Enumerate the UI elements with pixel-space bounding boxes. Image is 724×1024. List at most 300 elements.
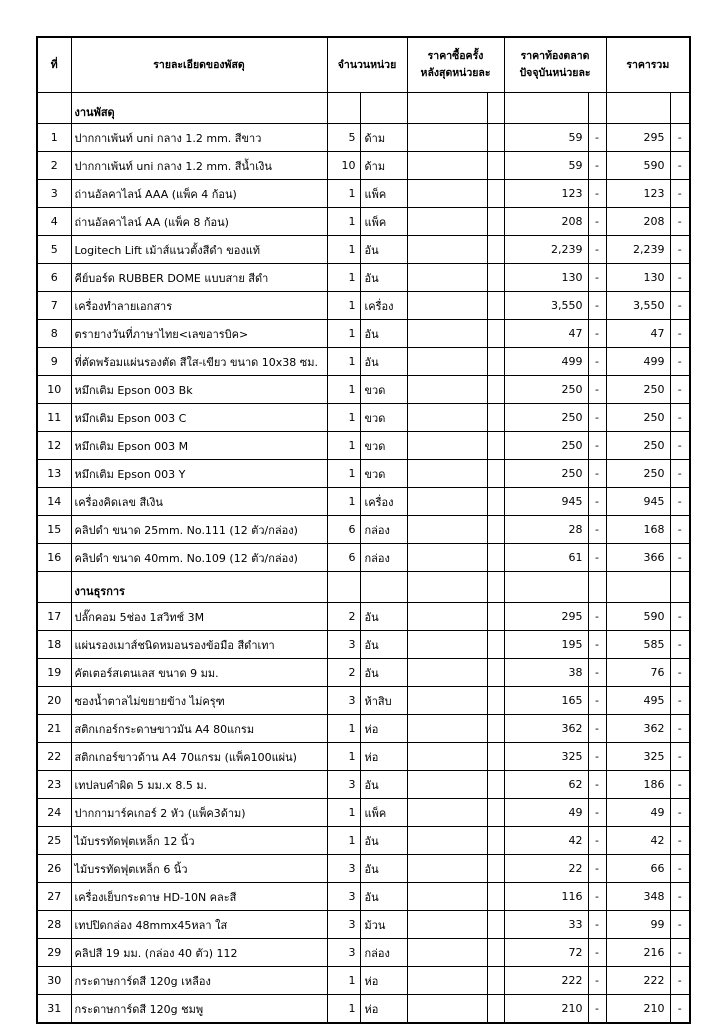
item-number: 6 <box>37 264 71 292</box>
item-last-price-suffix <box>487 967 504 995</box>
item-unit: แพ็ค <box>360 180 407 208</box>
item-unit: อัน <box>360 883 407 911</box>
item-quantity: 1 <box>327 995 360 1024</box>
section-last-price-cell <box>407 572 487 603</box>
item-last-price <box>407 404 487 432</box>
item-last-price <box>407 432 487 460</box>
item-number: 1 <box>37 124 71 152</box>
item-unit: อัน <box>360 264 407 292</box>
item-last-price-suffix <box>487 911 504 939</box>
section-market-price-cell <box>504 93 588 124</box>
item-market-price-dash: - <box>588 376 606 404</box>
header-market-price-line2: ปัจจุบันหน่วยละ <box>519 67 591 79</box>
item-description: เทปปิดกล่อง 48mmx45หลา ใส <box>71 911 327 939</box>
item-number: 3 <box>37 180 71 208</box>
item-last-price <box>407 544 487 572</box>
item-unit: เครื่อง <box>360 488 407 516</box>
item-market-price: 208 <box>504 208 588 236</box>
section-unit-cell <box>360 572 407 603</box>
table-row <box>37 124 690 152</box>
item-number: 2 <box>37 152 71 180</box>
item-total-dash: - <box>670 939 690 967</box>
item-total: 295 <box>606 124 670 152</box>
item-description: กระดาษการ์ดสี 120g ชมพู <box>71 995 327 1024</box>
table-row <box>37 631 690 659</box>
item-quantity: 3 <box>327 883 360 911</box>
section-last-price-dash-cell <box>487 93 504 124</box>
item-description: หมึกเติม Epson 003 C <box>71 404 327 432</box>
item-last-price-suffix <box>487 715 504 743</box>
section-market-dash-cell <box>588 572 606 603</box>
item-total: 222 <box>606 967 670 995</box>
section-market-dash-cell <box>588 93 606 124</box>
item-market-price: 499 <box>504 348 588 376</box>
item-number: 20 <box>37 687 71 715</box>
item-market-price-dash: - <box>588 236 606 264</box>
item-total-dash: - <box>670 264 690 292</box>
item-total-dash: - <box>670 432 690 460</box>
price-list-table <box>36 36 691 1024</box>
item-number: 12 <box>37 432 71 460</box>
item-number: 9 <box>37 348 71 376</box>
item-description: เครื่องทำลายเอกสาร <box>71 292 327 320</box>
item-last-price-suffix <box>487 264 504 292</box>
item-market-price-dash: - <box>588 743 606 771</box>
item-total-dash: - <box>670 376 690 404</box>
item-last-price-suffix <box>487 743 504 771</box>
item-total-dash: - <box>670 236 690 264</box>
item-market-price-dash: - <box>588 659 606 687</box>
item-market-price: 130 <box>504 264 588 292</box>
item-total-dash: - <box>670 180 690 208</box>
item-description: ปากกาเพ้นท์ uni กลาง 1.2 mm. สีขาว <box>71 124 327 152</box>
item-total-dash: - <box>670 516 690 544</box>
table-row <box>37 603 690 631</box>
section-header-row <box>37 572 690 603</box>
item-market-price: 250 <box>504 376 588 404</box>
table-row <box>37 348 690 376</box>
item-number: 19 <box>37 659 71 687</box>
item-last-price-suffix <box>487 236 504 264</box>
item-quantity: 1 <box>327 799 360 827</box>
table-row <box>37 659 690 687</box>
table-header-row <box>37 37 690 93</box>
table-row <box>37 152 690 180</box>
item-description: ที่ตัดพร้อมแผ่นรองตัด สีใส-เขียว ขนาด 10x38 ซม. <box>71 348 327 376</box>
section-total-cell <box>606 93 670 124</box>
table-row <box>37 967 690 995</box>
item-last-price <box>407 967 487 995</box>
section-total-dash-cell <box>670 93 690 124</box>
item-last-price <box>407 348 487 376</box>
table-row <box>37 544 690 572</box>
item-number: 28 <box>37 911 71 939</box>
item-number: 8 <box>37 320 71 348</box>
item-last-price <box>407 180 487 208</box>
item-description: ซองน้ำตาลไม่ขยายข้าง ไม่ครุฑ <box>71 687 327 715</box>
item-number: 23 <box>37 771 71 799</box>
item-unit: ห้าสิบ <box>360 687 407 715</box>
item-market-price-dash: - <box>588 715 606 743</box>
header-quantity: จำนวนหน่วย <box>327 37 407 93</box>
item-last-price-suffix <box>487 544 504 572</box>
item-unit: อัน <box>360 320 407 348</box>
item-quantity: 3 <box>327 855 360 883</box>
item-market-price-dash: - <box>588 939 606 967</box>
item-total: 47 <box>606 320 670 348</box>
item-total: 495 <box>606 687 670 715</box>
item-market-price-dash: - <box>588 264 606 292</box>
item-unit: ขวด <box>360 460 407 488</box>
item-last-price <box>407 292 487 320</box>
item-description: เทปลบคำผิด 5 มม.x 8.5 ม. <box>71 771 327 799</box>
item-market-price-dash: - <box>588 883 606 911</box>
table-row <box>37 771 690 799</box>
item-last-price <box>407 488 487 516</box>
header-last-price-line1: ราคาซื้อครั้ง <box>427 50 484 62</box>
item-last-price <box>407 799 487 827</box>
table-row <box>37 208 690 236</box>
item-quantity: 3 <box>327 687 360 715</box>
item-last-price-suffix <box>487 995 504 1024</box>
item-unit: อัน <box>360 771 407 799</box>
item-market-price-dash: - <box>588 603 606 631</box>
item-quantity: 10 <box>327 152 360 180</box>
item-market-price-dash: - <box>588 799 606 827</box>
table-row <box>37 715 690 743</box>
item-quantity: 1 <box>327 236 360 264</box>
item-last-price-suffix <box>487 939 504 967</box>
header-last-purchase-price <box>407 37 504 93</box>
item-unit: ด้าม <box>360 124 407 152</box>
header-total: ราคารวม <box>606 37 690 93</box>
item-unit: แพ็ค <box>360 208 407 236</box>
item-market-price-dash: - <box>588 348 606 376</box>
item-market-price-dash: - <box>588 995 606 1024</box>
item-total-dash: - <box>670 743 690 771</box>
item-market-price-dash: - <box>588 827 606 855</box>
item-total: 168 <box>606 516 670 544</box>
item-market-price-dash: - <box>588 180 606 208</box>
table-row <box>37 460 690 488</box>
item-number: 5 <box>37 236 71 264</box>
item-unit: กล่อง <box>360 516 407 544</box>
item-last-price <box>407 320 487 348</box>
item-total: 945 <box>606 488 670 516</box>
item-unit: กล่อง <box>360 939 407 967</box>
item-unit: ห่อ <box>360 995 407 1024</box>
item-quantity: 3 <box>327 939 360 967</box>
table-row <box>37 180 690 208</box>
item-number: 7 <box>37 292 71 320</box>
item-last-price <box>407 124 487 152</box>
item-number: 26 <box>37 855 71 883</box>
item-quantity: 1 <box>327 348 360 376</box>
item-total-dash: - <box>670 348 690 376</box>
item-market-price-dash: - <box>588 516 606 544</box>
item-market-price: 59 <box>504 124 588 152</box>
item-unit: อัน <box>360 603 407 631</box>
item-number: 11 <box>37 404 71 432</box>
section-header-row <box>37 93 690 124</box>
item-description: คีย์บอร์ด RUBBER DOME แบบสาย สีดำ <box>71 264 327 292</box>
item-market-price-dash: - <box>588 687 606 715</box>
item-total: 250 <box>606 376 670 404</box>
item-total: 130 <box>606 264 670 292</box>
item-description: หมึกเติม Epson 003 Bk <box>71 376 327 404</box>
table-row <box>37 236 690 264</box>
item-number: 10 <box>37 376 71 404</box>
item-quantity: 1 <box>327 460 360 488</box>
item-total-dash: - <box>670 152 690 180</box>
item-last-price-suffix <box>487 404 504 432</box>
item-last-price <box>407 264 487 292</box>
item-market-price: 59 <box>504 152 588 180</box>
item-quantity: 1 <box>327 827 360 855</box>
item-number: 14 <box>37 488 71 516</box>
item-last-price <box>407 208 487 236</box>
item-total: 216 <box>606 939 670 967</box>
item-market-price-dash: - <box>588 152 606 180</box>
section-unit-cell <box>360 93 407 124</box>
item-last-price-suffix <box>487 348 504 376</box>
item-last-price-suffix <box>487 516 504 544</box>
item-total: 250 <box>606 460 670 488</box>
item-total-dash: - <box>670 967 690 995</box>
item-unit: แพ็ค <box>360 799 407 827</box>
item-unit: ขวด <box>360 376 407 404</box>
item-number: 25 <box>37 827 71 855</box>
item-number: 4 <box>37 208 71 236</box>
item-last-price <box>407 659 487 687</box>
item-last-price-suffix <box>487 771 504 799</box>
item-number: 13 <box>37 460 71 488</box>
item-last-price-suffix <box>487 124 504 152</box>
header-description: รายละเอียดของพัสดุ <box>71 37 327 93</box>
item-description: คัตเตอร์สเตนเลส ขนาด 9 มม. <box>71 659 327 687</box>
item-last-price <box>407 995 487 1024</box>
item-market-price: 210 <box>504 995 588 1024</box>
item-total: 123 <box>606 180 670 208</box>
item-market-price-dash: - <box>588 631 606 659</box>
item-description: แผ่นรองเมาส์ชนิดหมอนรองข้อมือ สีดำเทา <box>71 631 327 659</box>
item-number: 31 <box>37 995 71 1024</box>
item-number: 30 <box>37 967 71 995</box>
item-description: ไม้บรรทัดฟุตเหล็ก 6 นิ้ว <box>71 855 327 883</box>
item-total-dash: - <box>670 208 690 236</box>
item-total-dash: - <box>670 404 690 432</box>
table-row <box>37 827 690 855</box>
item-unit: อัน <box>360 236 407 264</box>
item-last-price-suffix <box>487 603 504 631</box>
item-quantity: 2 <box>327 603 360 631</box>
item-unit: ห่อ <box>360 967 407 995</box>
item-market-price-dash: - <box>588 404 606 432</box>
item-market-price: 116 <box>504 883 588 911</box>
item-number: 16 <box>37 544 71 572</box>
item-description: ปลั๊กคอม 5ช่อง 1สวิทช์ 3M <box>71 603 327 631</box>
item-last-price <box>407 236 487 264</box>
table-row <box>37 376 690 404</box>
item-market-price: 47 <box>504 320 588 348</box>
item-last-price-suffix <box>487 659 504 687</box>
item-market-price: 38 <box>504 659 588 687</box>
section-last-price-dash-cell <box>487 572 504 603</box>
item-last-price-suffix <box>487 827 504 855</box>
table-body <box>37 93 690 1024</box>
item-total: 325 <box>606 743 670 771</box>
item-number: 17 <box>37 603 71 631</box>
item-total-dash: - <box>670 460 690 488</box>
item-market-price: 2,239 <box>504 236 588 264</box>
item-quantity: 6 <box>327 544 360 572</box>
item-market-price: 250 <box>504 460 588 488</box>
table-row <box>37 264 690 292</box>
item-unit: อัน <box>360 631 407 659</box>
item-market-price-dash: - <box>588 771 606 799</box>
item-last-price <box>407 855 487 883</box>
item-quantity: 1 <box>327 292 360 320</box>
item-total-dash: - <box>670 544 690 572</box>
item-market-price: 42 <box>504 827 588 855</box>
item-market-price: 195 <box>504 631 588 659</box>
section-qty-cell <box>327 572 360 603</box>
item-market-price: 3,550 <box>504 292 588 320</box>
item-number: 21 <box>37 715 71 743</box>
item-unit: ขวด <box>360 404 407 432</box>
item-number: 29 <box>37 939 71 967</box>
table-row <box>37 911 690 939</box>
item-number: 22 <box>37 743 71 771</box>
item-quantity: 1 <box>327 376 360 404</box>
item-last-price <box>407 715 487 743</box>
table-row <box>37 799 690 827</box>
item-description: ปากกาเพ้นท์ uni กลาง 1.2 mm. สีน้ำเงิน <box>71 152 327 180</box>
item-market-price-dash: - <box>588 855 606 883</box>
section-title: งานพัสดุ <box>71 93 327 124</box>
item-quantity: 1 <box>327 264 360 292</box>
item-unit: ด้าม <box>360 152 407 180</box>
item-last-price <box>407 152 487 180</box>
item-total-dash: - <box>670 799 690 827</box>
item-market-price-dash: - <box>588 432 606 460</box>
item-total-dash: - <box>670 771 690 799</box>
item-total-dash: - <box>670 827 690 855</box>
item-total: 2,239 <box>606 236 670 264</box>
item-quantity: 1 <box>327 404 360 432</box>
item-total-dash: - <box>670 911 690 939</box>
item-last-price-suffix <box>487 208 504 236</box>
item-market-price: 295 <box>504 603 588 631</box>
item-market-price-dash: - <box>588 544 606 572</box>
item-quantity: 1 <box>327 488 360 516</box>
item-unit: เครื่อง <box>360 292 407 320</box>
item-total-dash: - <box>670 124 690 152</box>
item-market-price: 222 <box>504 967 588 995</box>
table-row <box>37 939 690 967</box>
item-total-dash: - <box>670 715 690 743</box>
item-last-price-suffix <box>487 855 504 883</box>
item-unit: อัน <box>360 348 407 376</box>
item-total: 250 <box>606 404 670 432</box>
item-description: ไม้บรรทัดฟุตเหล็ก 12 นิ้ว <box>71 827 327 855</box>
item-market-price-dash: - <box>588 967 606 995</box>
item-quantity: 1 <box>327 180 360 208</box>
item-last-price <box>407 939 487 967</box>
section-no-cell <box>37 572 71 603</box>
item-unit: ม้วน <box>360 911 407 939</box>
header-no: ที่ <box>37 37 71 93</box>
item-unit: อัน <box>360 855 407 883</box>
item-last-price <box>407 516 487 544</box>
item-description: ถ่านอัลคาไลน์ AAA (แพ็ค 4 ก้อน) <box>71 180 327 208</box>
item-description: เครื่องคิดเลข สีเงิน <box>71 488 327 516</box>
item-market-price: 49 <box>504 799 588 827</box>
table-row <box>37 516 690 544</box>
item-total-dash: - <box>670 995 690 1024</box>
item-description: สติกเกอร์ขาวด้าน A4 70แกรม (แพ็ค100แผ่น) <box>71 743 327 771</box>
item-last-price <box>407 911 487 939</box>
item-quantity: 3 <box>327 771 360 799</box>
section-qty-cell <box>327 93 360 124</box>
item-description: หมึกเติม Epson 003 Y <box>71 460 327 488</box>
item-last-price <box>407 743 487 771</box>
item-last-price-suffix <box>487 799 504 827</box>
item-total: 366 <box>606 544 670 572</box>
item-market-price: 28 <box>504 516 588 544</box>
item-quantity: 1 <box>327 208 360 236</box>
table-row <box>37 488 690 516</box>
item-quantity: 1 <box>327 320 360 348</box>
item-number: 24 <box>37 799 71 827</box>
item-total: 250 <box>606 432 670 460</box>
item-market-price: 325 <box>504 743 588 771</box>
item-last-price-suffix <box>487 432 504 460</box>
item-total-dash: - <box>670 855 690 883</box>
item-number: 27 <box>37 883 71 911</box>
item-quantity: 5 <box>327 124 360 152</box>
item-last-price <box>407 631 487 659</box>
item-last-price <box>407 827 487 855</box>
item-market-price: 165 <box>504 687 588 715</box>
section-total-dash-cell <box>670 572 690 603</box>
item-total: 348 <box>606 883 670 911</box>
item-market-price: 250 <box>504 404 588 432</box>
item-last-price-suffix <box>487 292 504 320</box>
item-last-price-suffix <box>487 883 504 911</box>
table-row <box>37 432 690 460</box>
item-total-dash: - <box>670 883 690 911</box>
item-market-price-dash: - <box>588 208 606 236</box>
table-row <box>37 687 690 715</box>
section-last-price-cell <box>407 93 487 124</box>
header-last-price-line2: หลังสุดหน่วยละ <box>420 67 491 79</box>
section-title: งานธุรการ <box>71 572 327 603</box>
item-last-price-suffix <box>487 376 504 404</box>
section-market-price-cell <box>504 572 588 603</box>
item-total-dash: - <box>670 292 690 320</box>
item-total: 99 <box>606 911 670 939</box>
item-description: เครื่องเย็บกระดาษ HD-10N คละสี <box>71 883 327 911</box>
item-total: 585 <box>606 631 670 659</box>
item-total-dash: - <box>670 659 690 687</box>
item-total: 362 <box>606 715 670 743</box>
item-last-price <box>407 460 487 488</box>
item-description: คลิปดำ ขนาด 40mm. No.109 (12 ตัว/กล่อง) <box>71 544 327 572</box>
item-market-price: 72 <box>504 939 588 967</box>
item-total-dash: - <box>670 603 690 631</box>
item-quantity: 2 <box>327 659 360 687</box>
